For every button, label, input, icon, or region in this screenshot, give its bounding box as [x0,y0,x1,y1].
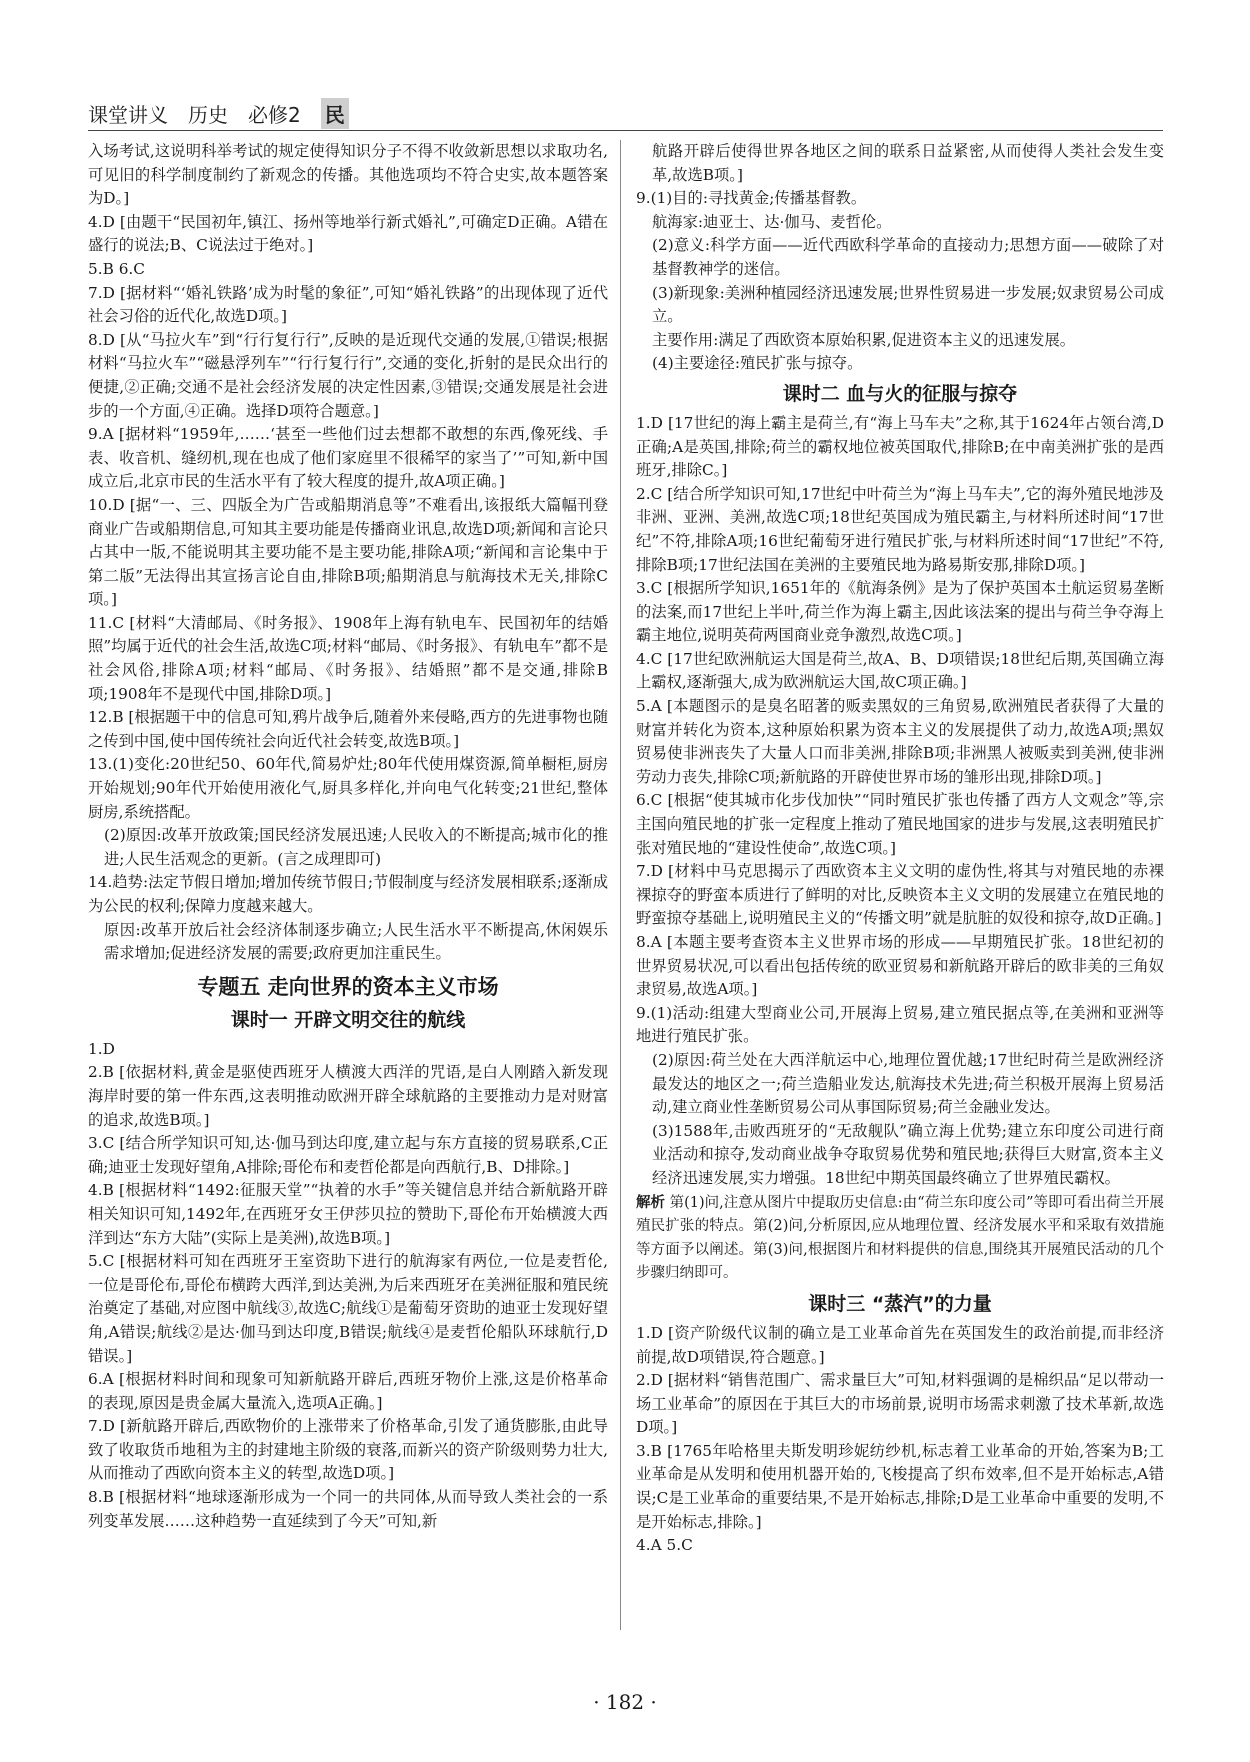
answer-paragraph: 6.A [根据材料时间和现象可知新航路开辟后,西班牙物价上涨,这是价格革命的表现,原因是贵金属大量流入,选项A正确。] [88,1370,608,1412]
answer-paragraph: 5.A [本题图示的是臭名昭著的贩卖黑奴的三角贸易,欧洲殖民者获得了大量的财富并转化为资本,这种原始积累为资本主义的发展提供了动力,故选A项;黑奴贸易使非洲丧失了大量人口而非美洲,排除B项;非洲黑人被贩卖到美洲,使非洲劳动力丧失,排除C项;新航路的开辟使世界市场的雏形出现,排除D项。] [636,697,1164,786]
answer-paragraph: 12.B [根据题干中的信息可知,鸦片战争后,随着外来侵略,西方的先进事物也随之传到中国,使中国传统社会向近代社会转变,故选B项。] [88,708,608,750]
answer-paragraph: 航路开辟后使得世界各地区之间的联系日益紧密,从而使得人类社会发生变革,故选B项。] [652,142,1164,184]
answer-paragraph: 9.(1)活动:组建大型商业公司,开展海上贸易,建立殖民据点等,在美洲和亚洲等地进行殖民扩张。 [636,1003,1164,1046]
answer-paragraph: 9.A [据材料“1959年,……‘甚至一些他们过去想都不敢想的东西,像死线、手表、收音机、缝纫机,现在也成了他们家庭里不很稀罕的家当了’”可知,新中国成立后,北京市民的生活水平有了较大程度的提升,故A项正确。] [88,425,608,491]
lesson-heading: 课时二 血与火的征服与掠夺 [782,382,1018,405]
answer-paragraph: 4.B [根据材料“1492:征服天堂”“执着的水手”等关键信息并结合新航路开辟相关知识可知,1492年,在西班牙女王伊莎贝拉的赞助下,哥伦布开始横渡大西洋到达“东方大陆”(实际上是美洲),故选B项。] [88,1181,608,1247]
answer-paragraph: 航海家:迪亚士、达·伽马、麦哲伦。 [652,212,892,231]
answer-paragraph: 1.D [88,1039,115,1058]
answer-paragraph: 8.B [根据材料“地球逐渐形成为一个同一的共同体,从而导致人类社会的一系列变革发展……这种趋势一直延续到了今天”可知,新 [88,1488,608,1530]
answer-paragraph: 5.C [根据材料可知在西班牙王室资助下进行的航海家有两位,一位是麦哲伦,一位是哥伦布,哥伦布横跨大西洋,到达美洲,为后来西班牙在美洲征服和殖民统治奠定了基础,对应图中航线③,故选C;航线①是葡萄牙资助的迪亚士发现好望角,A错误;航线②是达·伽马到达印度,B错误;航线④是麦哲伦船队环球航行,D错误。] [88,1252,608,1365]
answer-paragraph: 14.趋势:法定节假日增加;增加传统节假日;节假制度与经济发展相联系;逐渐成为公民的权利;保障力度越来越大。 [88,873,608,915]
answer-paragraph: 10.D [据“一、三、四版全为广告或船期消息等”不难看出,该报纸大篇幅刊登商业广告或船期信息,可知其主要功能是传播商业讯息,故选D项;新闻和言论只占其中一版,不能说明其主要功能不是主要功能,排除A项;“新闻和言论集中于第二版”无法得出其宣扬言论自由,排除B项;船期消息与航海技术无关,排除C项。] [88,495,608,609]
page-header [88,98,349,129]
analysis-text: 第(1)问,注意从图片中提取历史信息:由“荷兰东印度公司”等即可看出荷兰开展殖民扩张的特点。第(2)问,分析原因,应从地理位置、经济发展水平和采取有效措施等方面予以阐述。第(3)问,根据图片和材料提供的信息,围绕其开展殖民活动的几个步骤归纳即可。 [636,1194,1165,1282]
answer-paragraph: 11.C [材料“大清邮局、《时务报》、1908年上海有轨电车、民国初年的结婚照”均属于近代的社会生活,故选C项;材料“邮局、《时务报》、有轨电车”都不是社会风俗,排除A项;材料“邮局、《时务报》、结婚照”都不是交通,排除B项;1908年不是现代中国,排除D项。] [88,613,608,703]
right-column [636,140,1164,1558]
answer-paragraph: 原因:改革开放后社会经济体制逐步确立;人民生活水平不断提高,休闲娱乐需求增加;促进经济发展的需要;政府更加注重民生。 [104,920,608,963]
answer-paragraph: 1.D [17世纪的海上霸主是荷兰,有“海上马车夫”之称,其于1624年占领台湾,D正确;A是英国,排除;荷兰的霸权地位被英国取代,排除B;在中南美洲扩张的是西班牙,排除C。] [636,413,1164,480]
lesson-heading: 课时三 “蒸汽”的力量 [808,1292,992,1315]
header-book-title: 课堂讲义 [88,103,168,127]
answer-paragraph: (2)原因:荷兰处在大西洋航运中心,地理位置优越;17世纪时荷兰是欧洲经济最发达的地区之一;荷兰造船业发达,航海技术先进;荷兰积极开展海上贸易活动,建立商业性垄断贸易公司从事国际贸易;荷兰金融业发达。 [652,1050,1164,1117]
topic-heading: 专题五 走向世界的资本主义市场 [197,974,499,999]
answer-paragraph: (3)1588年,击败西班牙的“无敌舰队”确立海上优势;建立东印度公司进行商业活动和掠夺,发动商业战争夺取贸易优势和殖民地;获得巨大财富,资本主义经济迅速发展,实力增强。18世纪中期英国最终确立了世界殖民霸权。 [652,1121,1164,1187]
answer-paragraph: 4.A 5.C [636,1536,693,1555]
answer-paragraph: 7.D [新航路开辟后,西欧物价的上涨带来了价格革命,引发了通货膨胀,由此导致了收取货币地租为主的封建地主阶级的衰落,而新兴的资产阶级则势力壮大,从而推动了西欧向资本主义的转型,故选D项。] [88,1417,608,1483]
answer-paragraph: 8.A [本题主要考查资本主义世界市场的形成——早期殖民扩张。18世纪初的世界贸易状况,可以看出包括传统的欧亚贸易和新航路开辟后的欧非美的三角奴隶贸易,故选A项。] [636,933,1164,999]
left-column [88,140,608,1533]
header-subject: 历史 [188,103,228,127]
answer-paragraph: 2.C [结合所学知识可知,17世纪中叶荷兰为“海上马车夫”,它的海外殖民地涉及非洲、亚洲、美洲,故选C项;18世纪英国成为殖民霸主,与材料所述时间“17世纪”不符,排除A项;16世纪葡萄牙进行殖民扩张,与材料所述时间“17世纪”不符,排除B项;17世纪法国在美洲的主要殖民地为路易斯安那,排除D项。] [636,484,1164,574]
lesson-heading: 课时一 开辟文明交往的航线 [230,1008,466,1031]
answer-paragraph: (3)新现象:美洲种植园经济迅速发展;世界性贸易进一步发展;奴隶贸易公司成立。 [652,283,1164,326]
answer-paragraph: 2.B [依据材料,黄金是驱使西班牙人横渡大西洋的咒语,是白人刚踏入新发现海岸时要的第一件东西,这表明推动欧洲开辟全球航路的主要推动力是对财富的追求,故选B项。] [88,1063,608,1129]
page-number: · 182 · [593,1690,657,1714]
answer-paragraph: 2.D [据材料“销售范围广、需求量巨大”可知,材料强调的是棉织品“足以带动一场工业革命”的原因在于其巨大的市场前景,说明市场需求刺激了技术革新,故选D项。] [636,1371,1164,1437]
answer-paragraph: 4.C [17世纪欧洲航运大国是荷兰,故A、B、D项错误;18世纪后期,英国确立海上霸权,逐渐强大,成为欧洲航运大国,故C项正确。] [636,649,1164,692]
answer-paragraph: 7.D [据材料“‘婚礼铁路’成为时髦的象征”,可知“婚礼铁路”的出现体现了近代社会习俗的近代化,故选D项。] [88,283,608,326]
answer-paragraph: 3.C [根据所学知识,1651年的《航海条例》是为了保护英国本土航运贸易垄断的法案,而17世纪上半叶,荷兰作为海上霸主,因此该法案的提出与荷兰争夺海上霸主地位,说明英荷两国商业竞争激烈,故选C项。] [636,579,1164,645]
answer-paragraph: (2)意义:科学方面——近代西欧科学革命的直接动力;思想方面——破除了对基督教神学的迷信。 [652,236,1164,278]
answer-paragraph: 5.B 6.C [88,259,145,278]
header-rule [88,130,1163,131]
answer-paragraph: 8.D [从“马拉火车”到“行行复行行”,反映的是近现代交通的发展,①错误;根据材料“马拉火车”“磁悬浮列车”“行行复行行”,交通的变化,折射的是民众出行的便捷,②正确;交通不是社会经济发展的决定性因素,③错误;交通发展是社会进步的一个方面,④正确。选择D项符合题意。] [88,330,608,420]
answer-paragraph: (2)原因:改革开放政策;国民经济发展迅速;人民收入的不断提高;城市化的推进;人民生活观念的更新。(言之成理即可) [104,826,608,868]
analysis-label: 解析 [636,1193,666,1211]
answer-paragraph: 3.B [1765年哈格里夫斯发明珍妮纺纱机,标志着工业革命的开始,答案为B;工业革命是从发明和使用机器开始的,飞梭提高了织布效率,但不是开始标志,A错误;C是工业革命的重要结果,不是开始标志,排除;D是工业革命中重要的发明,不是开始标志,排除。] [636,1441,1164,1531]
answer-paragraph: 入场考试,这说明科举考试的规定使得知识分子不得不收敛新思想以求取功名,可见旧的科学制度制约了新观念的传播。其他选项均不符合史实,故本题答案为D。] [88,142,608,208]
header-edition-badge: 民 [321,98,349,129]
answer-paragraph: 7.D [材料中马克思揭示了西欧资本主义文明的虚伪性,将其与对殖民地的赤裸裸掠夺的野蛮本质进行了鲜明的对比,反映资本主义文明的发展建立在殖民地的野蛮掠夺基础上,说明殖民主义的“传播文明”就是肮脏的奴役和掠夺,故D正确。] [636,862,1164,928]
answer-paragraph: 4.D [由题干“民国初年,镇江、扬州等地举行新式婚礼”,可确定D正确。A错在盛行的说法;B、C说法过于绝对。] [88,212,608,255]
answer-paragraph: 1.D [资产阶级代议制的确立是工业革命首先在英国发生的政治前提,而非经济前提,故D项错误,符合题意。] [636,1323,1164,1366]
answer-paragraph: 6.C [根据“使其城市化步伐加快”“同时殖民扩张也传播了西方人文观念”等,宗主国向殖民地的扩张一定程度上推动了殖民地国家的进步与发展,这表明殖民扩张对殖民地的“建设性使命”,故选C项。] [636,791,1164,857]
answer-paragraph: 13.(1)变化:20世纪50、60年代,简易炉灶;80年代使用煤资源,简单橱柜,厨房开始规划;90年代开始使用液化气,厨具多样化,并向电气化转变;21世纪,整体厨房,系统搭配。 [88,755,608,821]
column-divider [620,140,621,1630]
header-volume: 必修2 [248,103,301,127]
analysis-paragraph [636,1191,1164,1286]
answer-paragraph: 主要作用:满足了西欧资本原始积累,促进资本主义的迅速发展。 [652,330,1076,349]
answer-paragraph: 3.C [结合所学知识可知,达·伽马到达印度,建立起与东方直接的贸易联系,C正确;迪亚士发现好望角,A排除;哥伦布和麦哲伦都是向西航行,B、D排除。] [88,1134,608,1176]
answer-paragraph: (4)主要途径:殖民扩张与掠夺。 [652,354,863,373]
answer-paragraph: 9.(1)目的:寻找黄金;传播基督教。 [636,189,867,208]
